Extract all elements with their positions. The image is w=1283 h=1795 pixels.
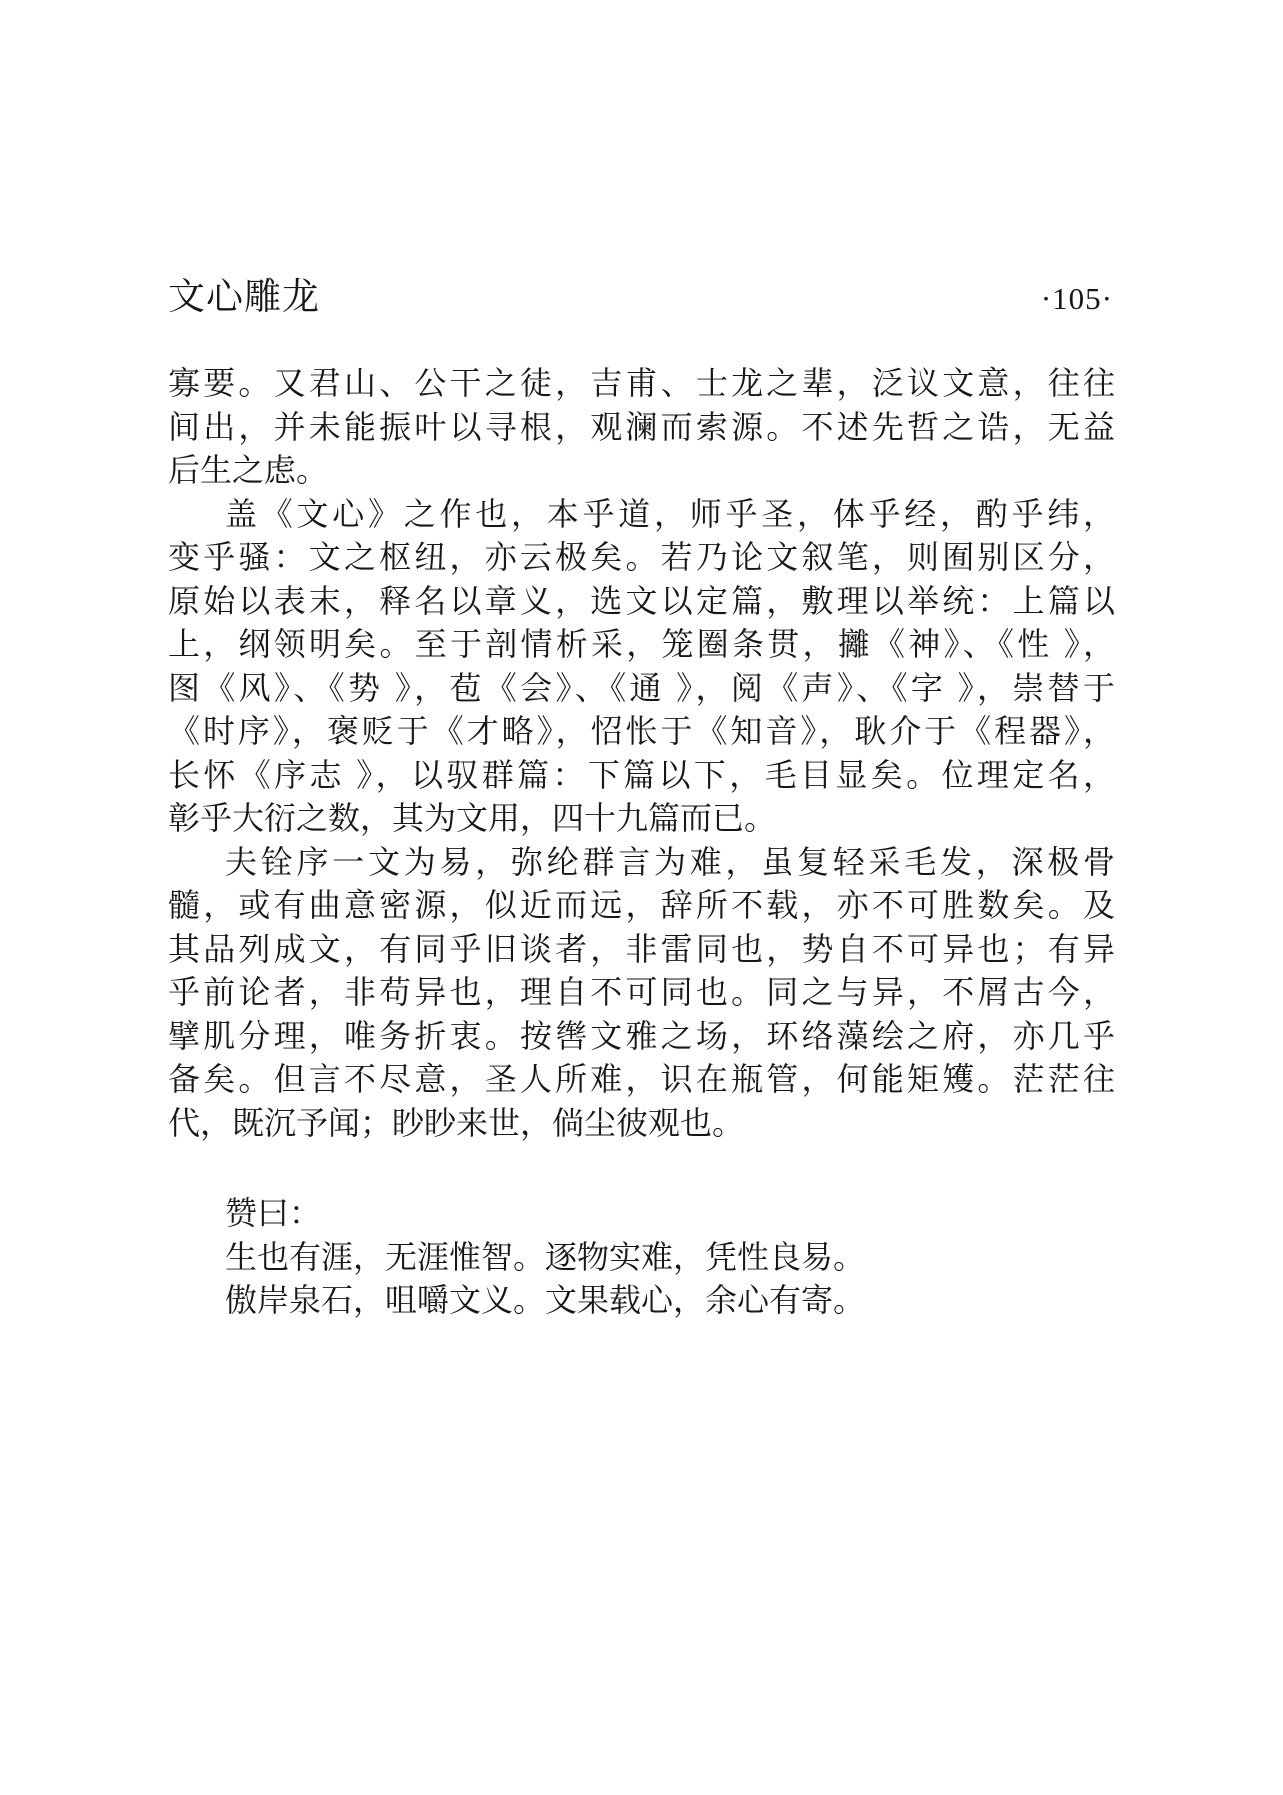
text-line: 后生之虑。 (168, 452, 329, 488)
page-number: ·105· (1040, 281, 1113, 316)
body-text (168, 362, 1115, 1323)
text-line: 《时序》，褒贬于《才略》，怊怅于《知音》，耿介于《程器》， (168, 713, 1115, 749)
text-line: 长怀《序志 》，以驭群篇：下篇以下，毛目显矣。位理定名， (168, 756, 1115, 793)
verse-block (168, 1192, 1115, 1323)
text-line: 图《风》、《势 》，苞《会》、《通 》，阅《声》、《字 》，崇替于 (168, 669, 1115, 706)
text-line: 乎前论者，非苟异也，理自不可同也。同之与异，不屑古今， (168, 974, 1115, 1010)
text-line: 代，既沉予闻；眇眇来世，倘尘彼观也。 (168, 1104, 745, 1141)
paragraph-1 (168, 362, 1115, 493)
text-line: 夫铨序一文为易，弥纶群言为难，虽复轻采毛发，深极骨 (225, 843, 1115, 880)
paragraph-2 (168, 493, 1115, 841)
verse-line: 傲岸泉石，咀嚼文义。文果载心，余心有寄。 (225, 1282, 866, 1318)
page-header (168, 266, 1113, 320)
verse-line: 生也有涯，无涯惟智。逐物实难，凭性良易。 (225, 1238, 866, 1275)
text-line: 备矣。但言不尽意，圣人所难，识在瓶管，何能矩矱。茫茫往 (168, 1061, 1115, 1097)
text-line: 髓，或有曲意密源，似近而远，辞所不载，亦不可胜数矣。及 (168, 887, 1115, 923)
book-title: 文心雕龙 (168, 277, 320, 318)
text-line: 间出，并未能振叶以寻根，观澜而索源。不述先哲之诰，无益 (168, 408, 1115, 445)
text-line: 原始以表末，释名以章义，选文以定篇，敷理以举统：上篇以 (168, 582, 1115, 619)
verse-spacer (168, 1145, 1115, 1192)
text-line: 寡要。又君山、公干之徒，吉甫、士龙之辈，泛议文意，往往 (168, 365, 1115, 401)
text-line: 擘肌分理，唯务折衷。按辔文雅之场，环络藻绘之府，亦几乎 (168, 1017, 1115, 1054)
text-line: 上，纲领明矣。至于剖情析采，笼圈条贯，攡《神》、《性 》， (168, 626, 1115, 662)
text-line: 其品列成文，有同乎旧谈者，非雷同也，势自不可异也；有异 (168, 930, 1115, 967)
text-line: 彰乎大衍之数，其为文用，四十九篇而已。 (168, 800, 777, 836)
text-line: 变乎骚：文之枢纽，亦云极矣。若乃论文叙笔，则囿别区分， (168, 539, 1115, 575)
paragraph-3 (168, 841, 1115, 1146)
text-line: 盖《文心》之作也，本乎道，师乎圣，体乎经，酌乎纬， (225, 495, 1115, 532)
verse-intro: 赞曰： (225, 1195, 322, 1231)
